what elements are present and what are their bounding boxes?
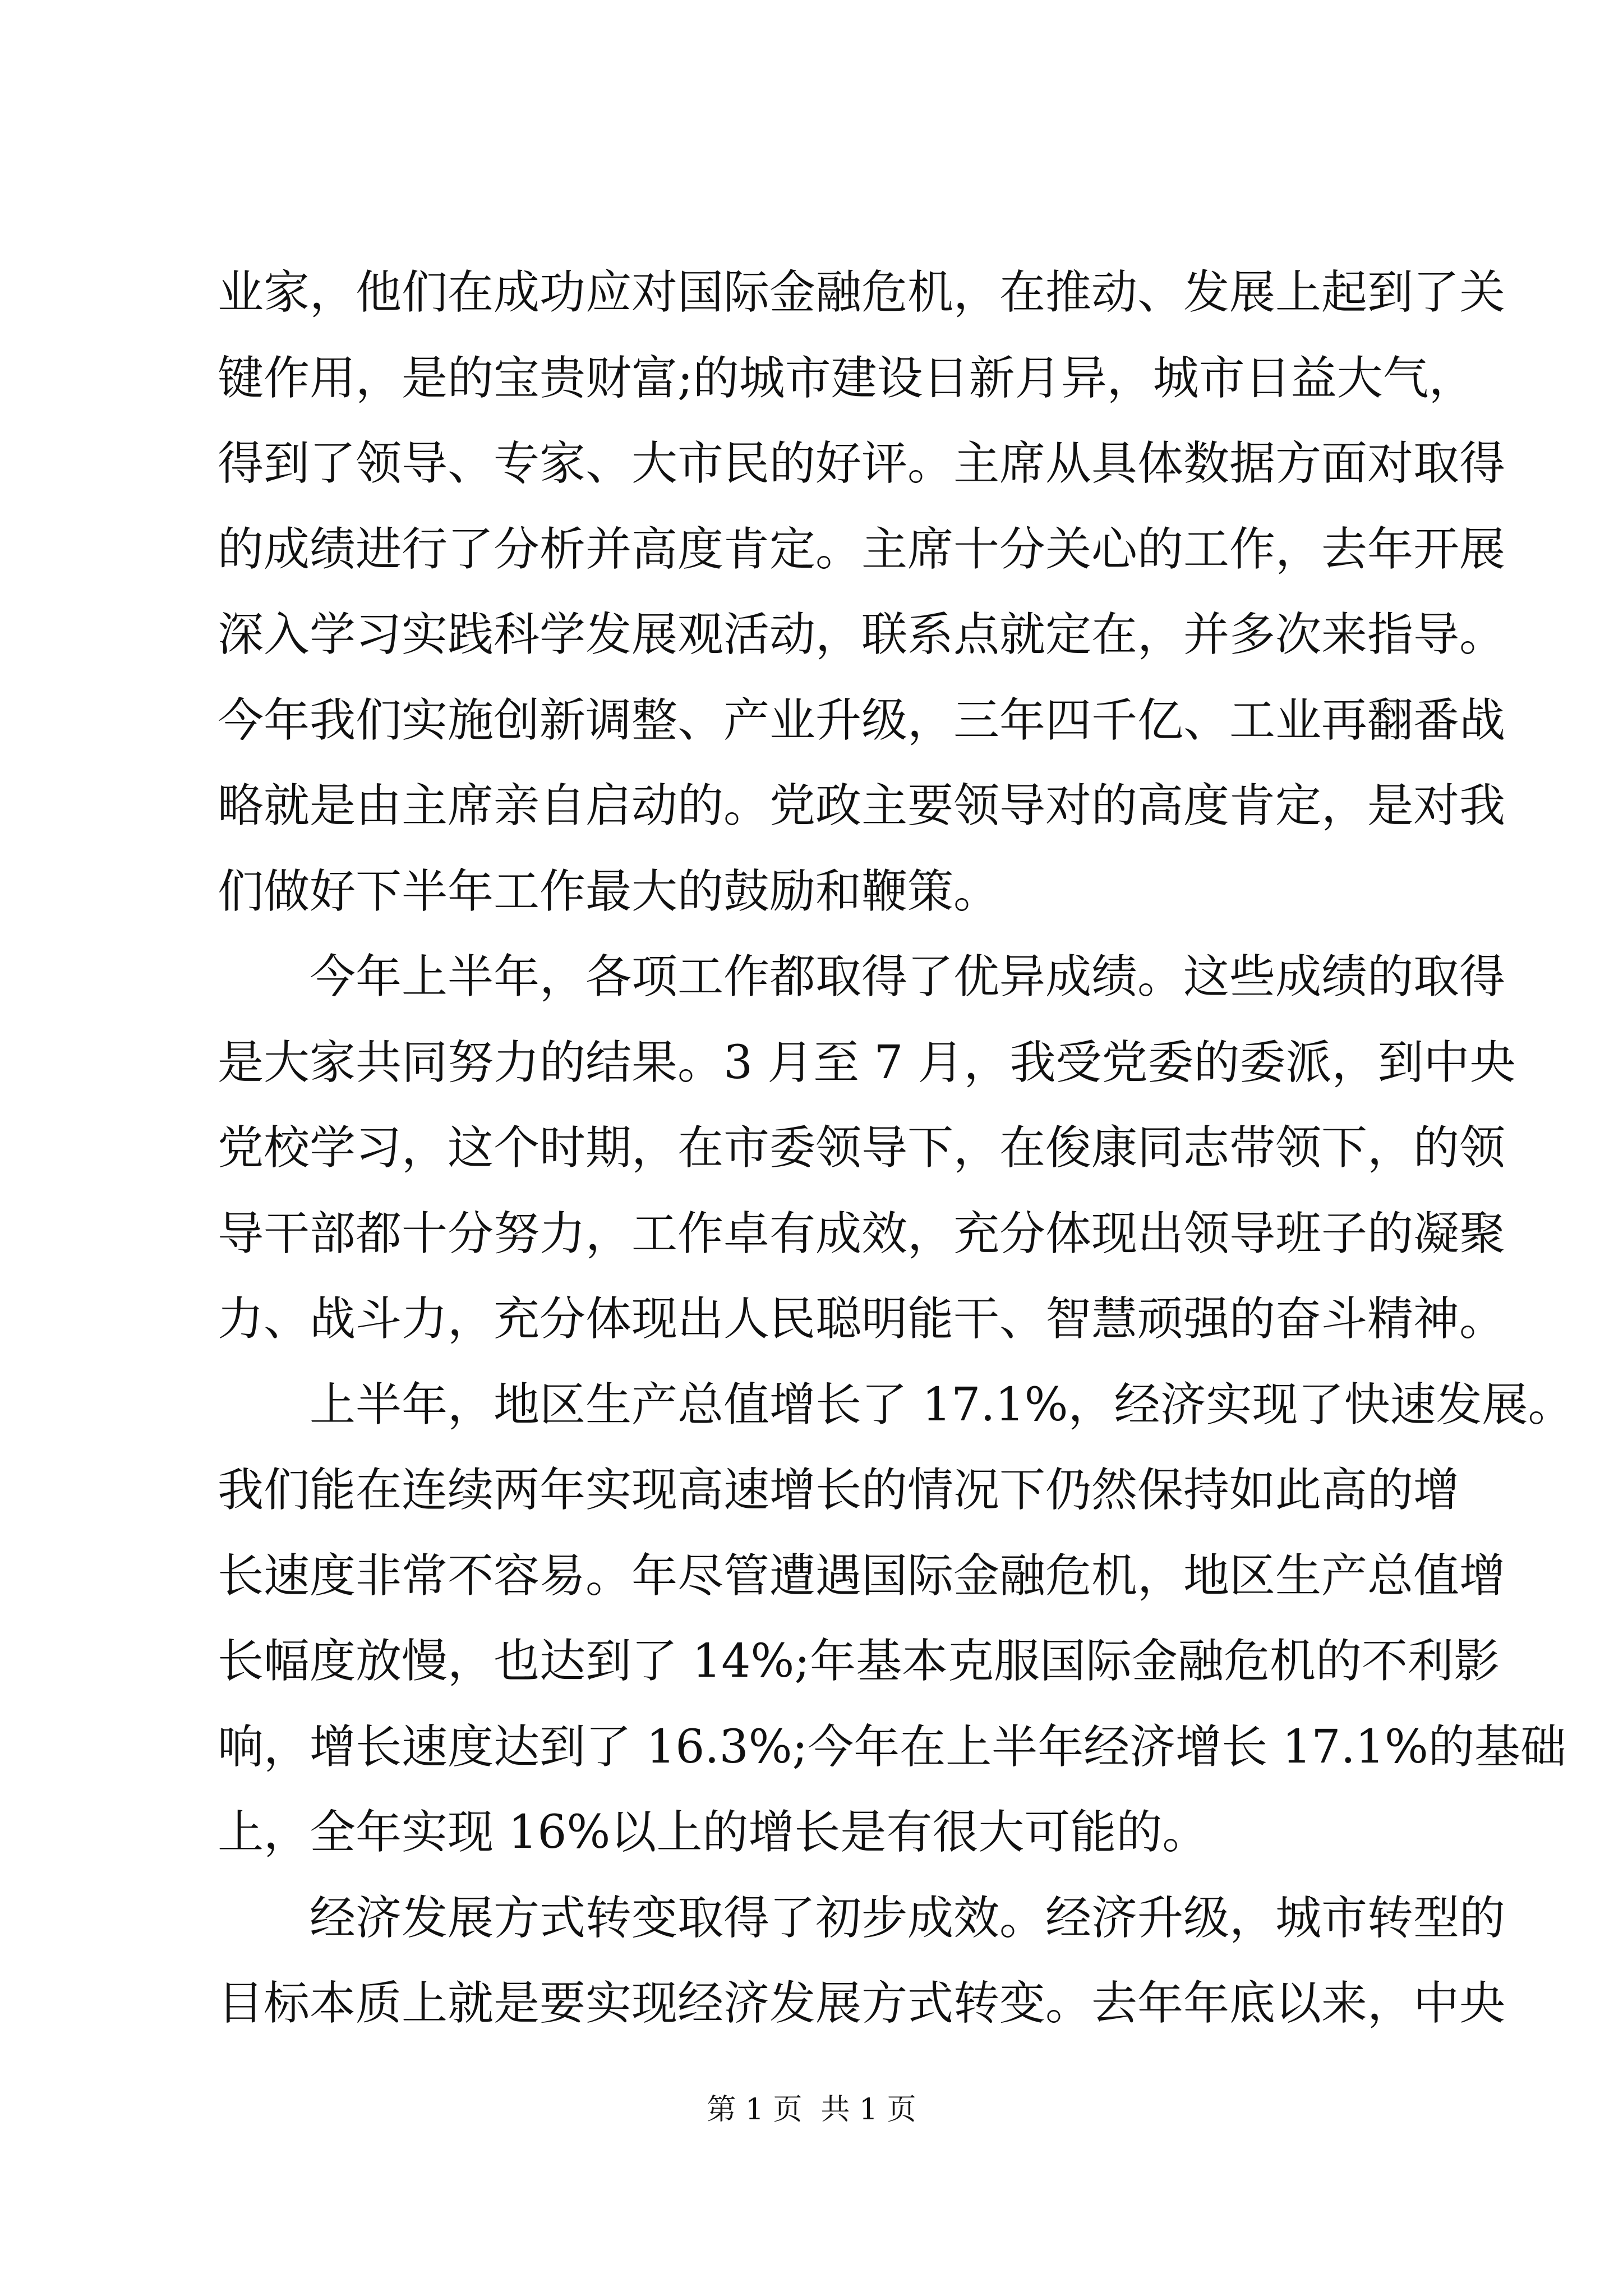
text-line: 业家，他们在成功应对国际金融危机，在推动、发展上起到了关 <box>218 266 1506 319</box>
document-body <box>218 250 1574 2047</box>
text-line: 深入学习实践科学发展观活动，联系点就定在，并多次来指导。 <box>218 608 1506 661</box>
text-line: 略就是由主席亲自启动的。党政主要领导对的高度肯定，是对我 <box>218 779 1506 832</box>
text-line: 经济发展方式转变取得了初步成效。经济升级，城市转型的 <box>310 1891 1506 1945</box>
text-line: 长幅度放慢，也达到了 14%;年基本克服国际金融危机的不利影 <box>218 1635 1500 1688</box>
text-line: 我们能在连续两年实现高速增长的情况下仍然保持如此高的增 <box>218 1464 1460 1517</box>
page-footer: 第 1 页 共 1 页 <box>707 2093 916 2127</box>
text-line: 今年我们实施创新调整、产业升级，三年四千亿、工业再翻番战 <box>218 693 1506 747</box>
text-line: 导干部都十分努力，工作卓有成效，充分体现出领导班子的凝聚 <box>218 1207 1506 1260</box>
text-line: 的成绩进行了分析并高度肯定。主席十分关心的工作，去年开展 <box>218 522 1506 576</box>
text-line: 响，增长速度达到了 16.3%;今年在上半年经济增长 17.1%的基础 <box>218 1720 1566 1774</box>
text-line: 得到了领导、专家、大市民的好评。主席从具体数据方面对取得 <box>218 437 1506 490</box>
text-line: 键作用，是的宝贵财富;的城市建设日新月异，城市日益大气， <box>218 351 1475 405</box>
text-line: 长速度非常不容易。年尽管遭遇国际金融危机，地区生产总值增 <box>218 1549 1506 1603</box>
text-line: 目标本质上就是要实现经济发展方式转变。去年年底以来，中央 <box>218 1977 1506 2030</box>
text-line: 上，全年实现 16%以上的增长是有很大可能的。 <box>218 1806 1209 1859</box>
text-line: 是大家共同努力的结果。3 月至 7 月，我受党委的委派，到中央 <box>218 1036 1516 1089</box>
text-line: 党校学习，这个时期，在市委领导下，在俊康同志带领下，的领 <box>218 1121 1506 1175</box>
text-line: 力、战斗力，充分体现出人民聪明能干、智慧顽强的奋斗精神。 <box>218 1292 1506 1346</box>
text-line: 今年上半年，各项工作都取得了优异成绩。这些成绩的取得 <box>310 950 1506 1004</box>
text-line: 们做好下半年工作最大的鼓励和鞭策。 <box>218 864 1000 918</box>
text-line: 上半年，地区生产总值增长了 17.1%，经济实现了快速发展。 <box>310 1378 1574 1432</box>
